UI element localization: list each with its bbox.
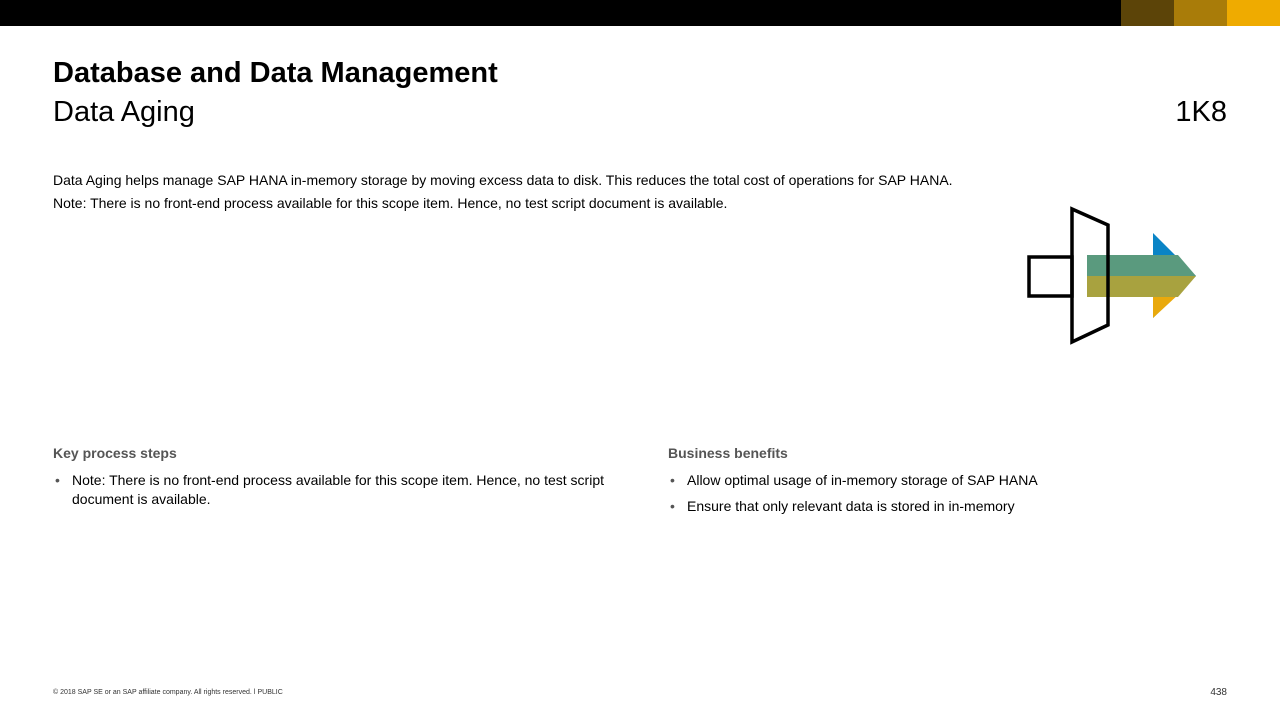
page-number: 438 xyxy=(1210,687,1227,698)
brand-swatch-dark xyxy=(1121,0,1174,26)
arrow-green-band xyxy=(1087,255,1196,276)
list-item-text: Allow optimal usage of in-memory storage of SAP HANA xyxy=(687,472,1038,488)
bullet-icon: • xyxy=(670,472,675,488)
key-process-steps xyxy=(53,444,613,516)
copyright-footer: © 2018 SAP SE or an SAP affiliate company. All rights reserved. ǀ PUBLIC xyxy=(53,689,283,696)
scope-item-id: 1K8 xyxy=(1175,96,1227,128)
bullet-icon: • xyxy=(670,498,675,514)
business-benefits xyxy=(668,444,1228,523)
business-benefits-heading: Business benefits xyxy=(668,445,788,461)
business-benefits-list xyxy=(668,471,1228,516)
data-aging-icon xyxy=(1020,203,1205,348)
key-process-steps-list xyxy=(53,471,613,509)
list-item xyxy=(668,497,1228,516)
arrow-olive-band xyxy=(1087,276,1196,297)
bullet-icon: • xyxy=(55,472,60,488)
page-subtitle: Data Aging xyxy=(53,96,195,128)
list-item-text: Ensure that only relevant data is stored in in-memory xyxy=(687,498,1015,514)
list-item-text: Note: There is no front-end process available for this scope item. Hence, no test script document is available. xyxy=(72,472,604,507)
page-title: Database and Data Management xyxy=(53,57,498,89)
storage-box-shape xyxy=(1029,257,1072,296)
brand-swatch-medium xyxy=(1174,0,1227,26)
list-item xyxy=(53,471,613,509)
description-paragraph: Data Aging helps manage SAP HANA in-memory storage by moving excess data to disk. This reduces the total cost of operations for SAP HANA. xyxy=(53,172,953,188)
description xyxy=(53,171,983,217)
top-bar xyxy=(0,0,1280,26)
list-item xyxy=(668,471,1228,490)
brand-swatch-light xyxy=(1227,0,1280,26)
data-aging-graphic xyxy=(1020,203,1205,348)
description-note: Note: There is no front-end process available for this scope item. Hence, no test script document is available. xyxy=(53,195,728,211)
key-process-steps-heading: Key process steps xyxy=(53,445,177,461)
